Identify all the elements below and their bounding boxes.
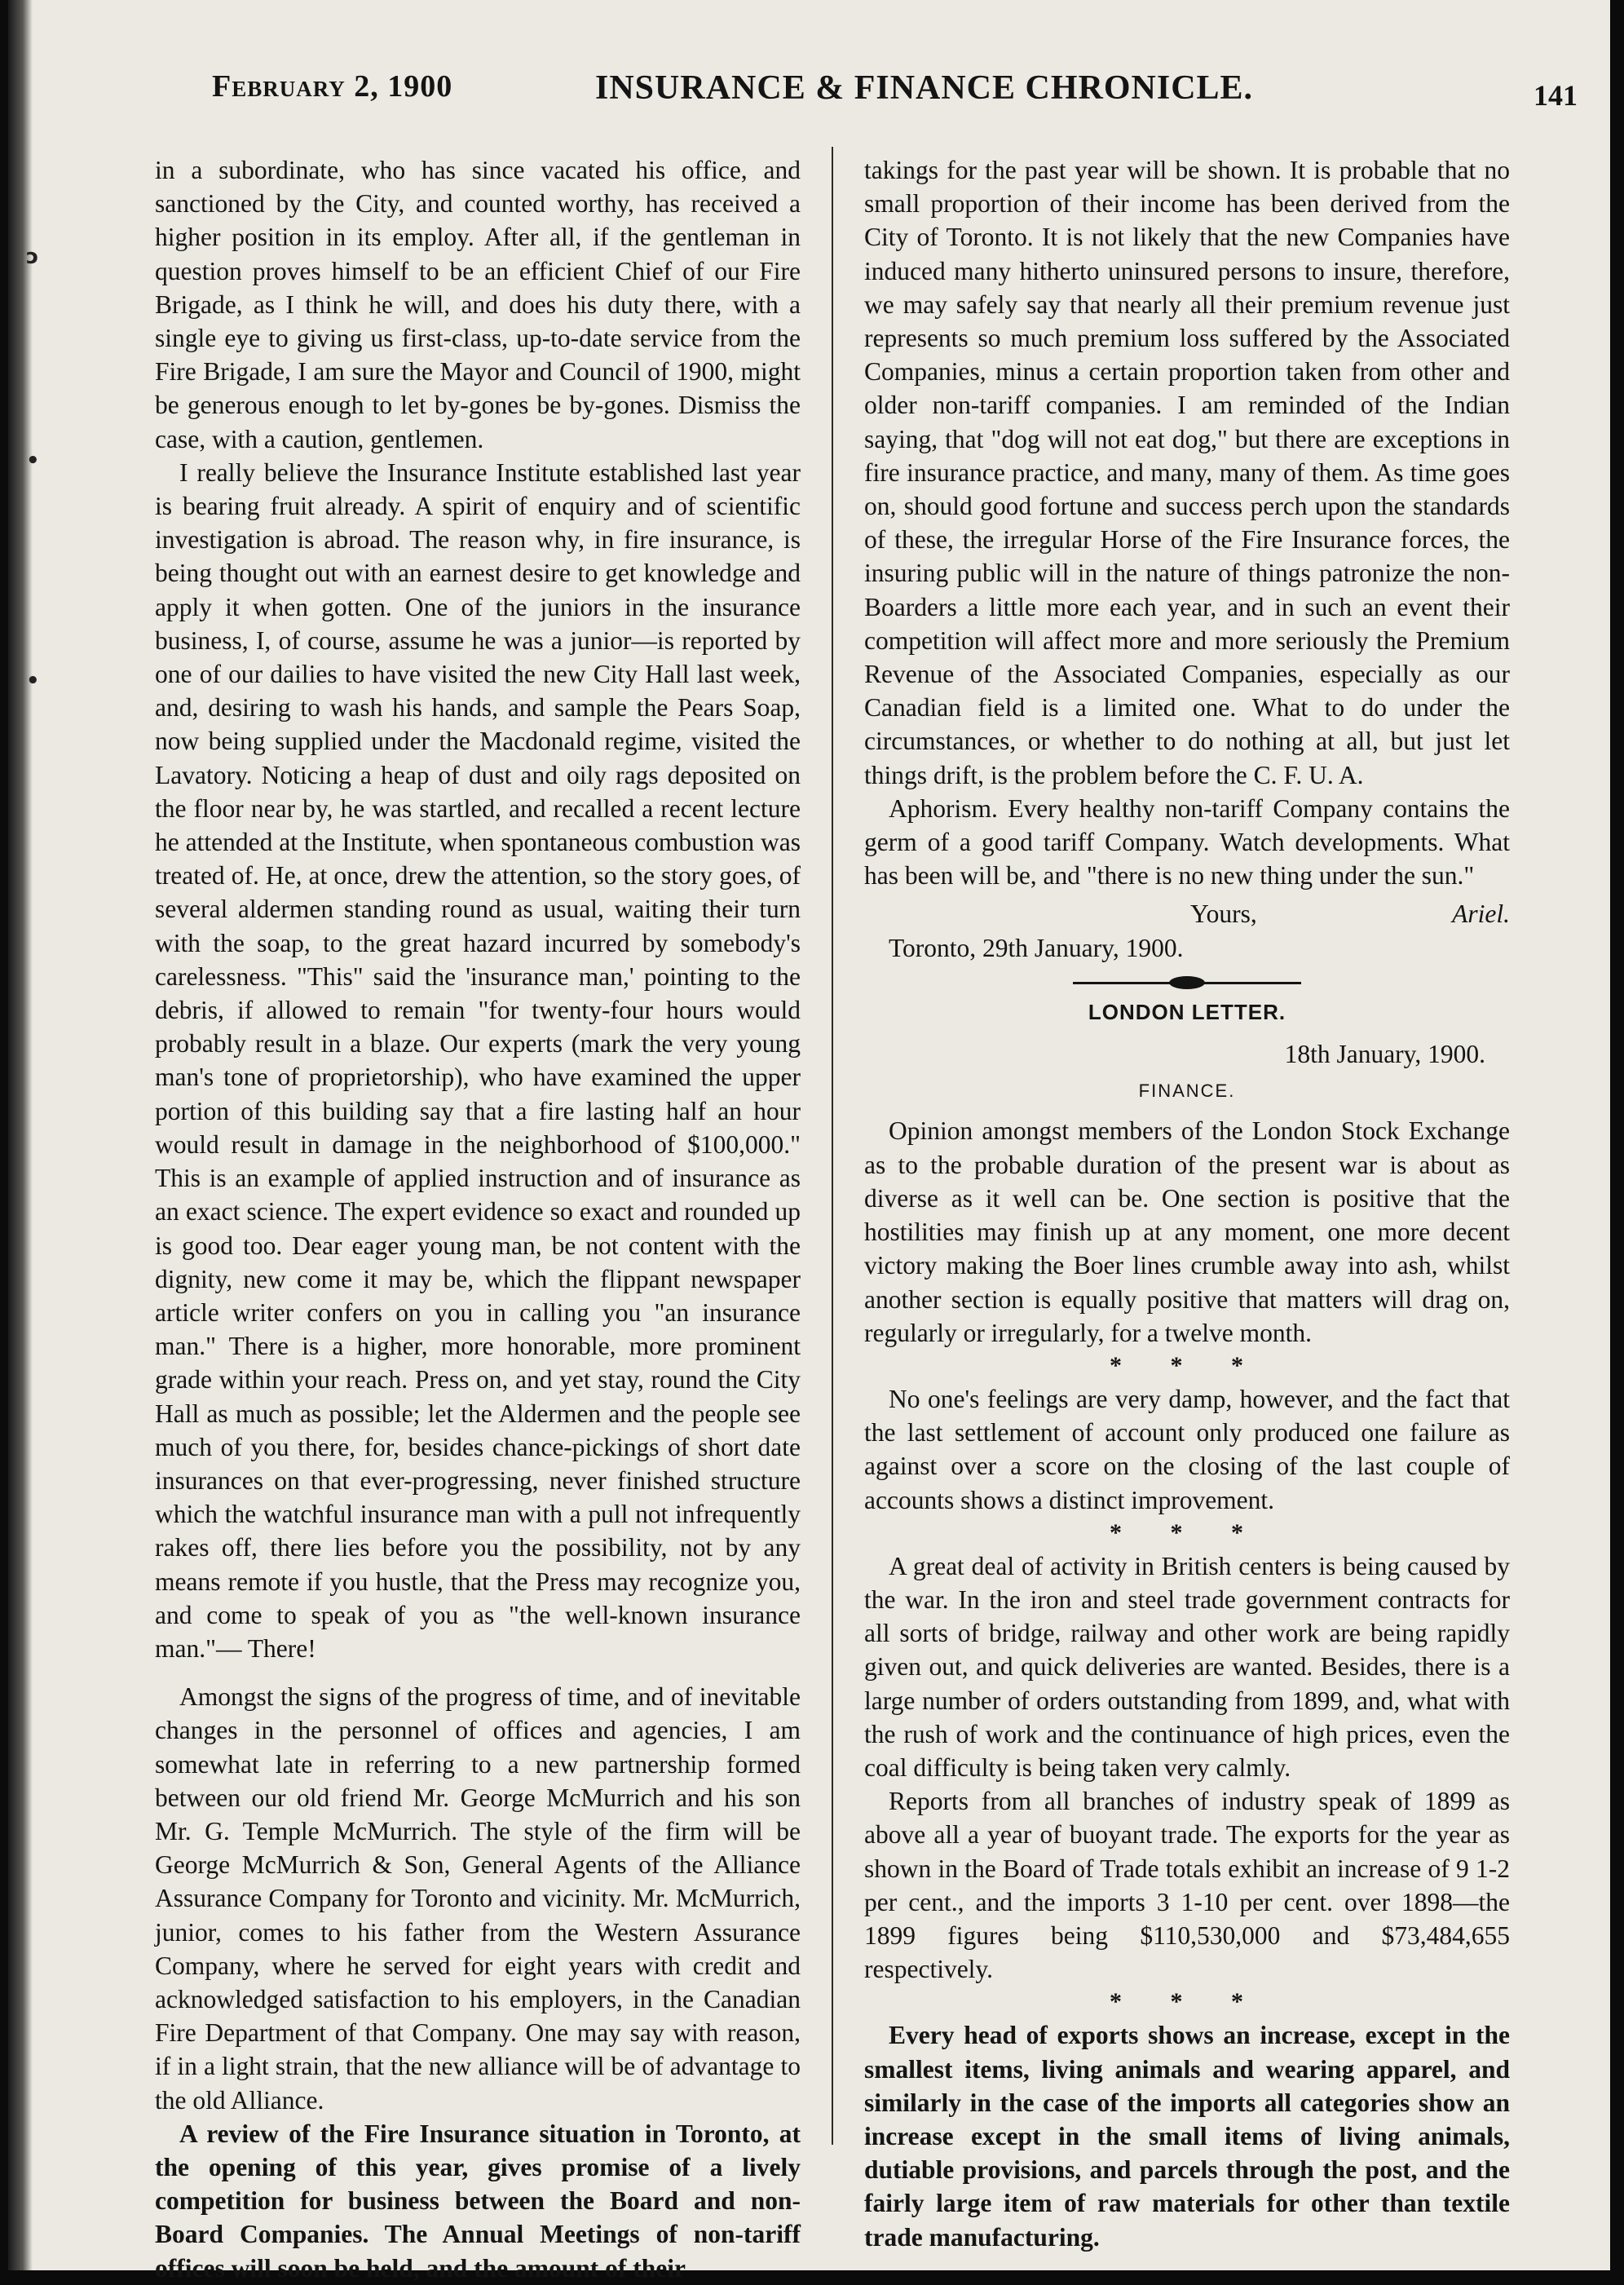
publication-title: INSURANCE & FINANCE CHRONICLE. bbox=[595, 69, 1254, 107]
closing: Yours, bbox=[1190, 899, 1257, 929]
page-header bbox=[204, 57, 1578, 114]
separator-stars: * * * bbox=[1110, 1351, 1264, 1379]
left-column bbox=[155, 153, 801, 2285]
column-divider bbox=[832, 147, 833, 2145]
margin-mark: • bbox=[26, 669, 40, 693]
paragraph: Every head of exports shows an increase, except in the smallest items, living animals and wearing apparel, and similarly in the case of the imports all categories show an increase except in the small items of living animals, dutiable provisions, and parcels through the post, and the fairly large item of raw materials for other than textile trade manufacturing. bbox=[864, 2021, 1510, 2252]
paragraph: in a subordinate, who has since vacated his office, and sanctioned by the City, and counted worthy, has received a higher position in its employ. After all, if the gentleman in question proves himself to be an efficient Chief of our Fire Brigade, as I think he will, and does his duty there, with a single eye to giving us first-class, up-to-date service from the Fire Brigade, I am sure the Mayor and Council of 1900, might be generous enough to let by-gones be by-gones. Dismiss the case, with a caution, gentlemen. bbox=[155, 156, 801, 453]
letter-date: 18th January, 1900. bbox=[1284, 1040, 1485, 1069]
newspaper-page bbox=[8, 0, 1610, 2283]
separator-stars: * * * bbox=[1110, 1518, 1264, 1546]
margin-mark: ↄ bbox=[26, 245, 39, 269]
subhead: FINANCE. bbox=[1138, 1081, 1236, 1102]
header-date: February 2, 1900 bbox=[212, 69, 453, 104]
paragraph: A great deal of activity in British centers is being caused by the war. In the iron and steel trade government contracts for all sorts of bridge, railway and other work are being rapidly given out, and quick deliveries are wanted. Besides, there is a large number of orders outstanding from 1899, and, what with the rush of work and the continuance of high prices, even the coal difficulty is being taken very calmly. bbox=[864, 1551, 1510, 1782]
paragraph: A review of the Fire Insurance situation in Toronto, at the opening of this year, gives promise of a lively competition for business between the Board and non-Board Companies. The Annual Meetings of non-tariff offices will soon be held, and the amount of their bbox=[155, 2119, 801, 2283]
section-title: LONDON LETTER. bbox=[1088, 999, 1286, 1024]
paragraph: I really believe the Insurance Institute established last year is bearing fruit already. A spirit of enquiry and of scientific investigation is abroad. The reason why, in fire insurance, is being thought out with an earnest desire to get knowledge and apply it when gotten. One of the juniors in the insurance business, I, of course, assume he was a junior—is reported by one of our dailies to have visited the new City Hall last week, and, desiring to wash his hands, and sample the Pears Soap, now being supplied under the Macdonald regime, visited the Lavatory. Noticing a heap of dust and oily rags deposited on the floor near by, he was startled, and recalled a recent lecture he attended at the Institute, when spontaneous combustion was treated of. He, at once, drew the attention, so the story goes, of several aldermen standing round as usual, waiting their turn with the soap, to the great hazard incurred by somebody's carelessness. "This" said the 'insurance man,' pointing to the debris, if allowed to remain "for twenty-four hours would probably result in a blaze. Our experts (mark the very young man's tone of proprietorship), who have examined the upper portion of this building say that a fire lasting half an hour would result in damage in the neighborhood of $100,000." This is an example of applied instruction and of insurance as an exact science. The expert evidence so exact and rounded up is good too. Dear eager young man, be not content with the dignity, new come it may be, which the flippant newspaper article writer confers on you in calling you "an insurance man." There is a higher, more honorable, more prominent grade within your reach. Press on, and yet stay, round the City Hall as much as possible; let the Aldermen and the people see much of you there, for, besides chance-pickings of short date insurances on that ever-progressing, never finished structure which the watchful insurance man with a pull not infrequently rakes off, there lies before you the possibility, not by any means remote if you hustle, that the Press may recognize you, and come to speak of you as "the well-known insurance man."— There! bbox=[155, 457, 801, 1663]
paragraph: No one's feelings are very damp, however, and the fact that the last settlement of account only produced one failure as against over a score on the closing of the last couple of accounts shows a distinct improvement. bbox=[864, 1384, 1510, 1514]
binding-shadow bbox=[8, 0, 33, 2270]
margin-mark: • bbox=[26, 449, 40, 473]
paragraph: Opinion amongst members of the London Stock Exchange as to the probable duration of the present war is about as diverse as it well can be. One section is positive that the hostilities may finish up at any moment, one more decent victory making the Boer lines crumble away into ash, whilst another section is equally positive that matters will drag on, regularly or irregularly, for a twelve month. bbox=[864, 1116, 1510, 1347]
section-ornament bbox=[1073, 976, 1301, 989]
right-column bbox=[864, 153, 1510, 2254]
paragraph: Reports from all branches of industry speak of 1899 as above all a year of buoyant trade. The exports for the year as shown in the Board of Trade totals exhibit an increase of 9 1-2 per cent., and the imports 3 1-10 per cent. over 1898—the 1899 figures being $110,530,000 and $73,484,655 respectively. bbox=[864, 1787, 1510, 1984]
paragraph: Amongst the signs of the progress of time, and of inevitable changes in the personnel of offices and agencies, I am somewhat late in referring to a new partnership formed between our old friend Mr. George McMurrich and his son Mr. G. Temple McMurrich. The style of the firm will be George McMurrich & Son, General Agents of the Alliance Assurance Company for Toronto and vicinity. Mr. McMurrich, junior, comes to his father from the Western Assurance Company, where he served for eight years with credit and acknowledged satisfaction to his employers, in the Canadian Fire Department of that Company. One may say with reason, if in a light strain, that the new alliance will be of advantage to the old Alliance. bbox=[155, 1682, 801, 2115]
separator-stars: * * * bbox=[1110, 1988, 1264, 2016]
page-number: 141 bbox=[1534, 79, 1578, 112]
signature: Ariel. bbox=[1452, 899, 1510, 929]
letter-signoff bbox=[864, 897, 1510, 930]
paragraph: Aphorism. Every healthy non-tariff Company contains the germ of a good tariff Company. Watch developments. What has been will be, and "there is no new thing under the sun." bbox=[864, 793, 1510, 891]
place-date: Toronto, 29th January, 1900. bbox=[889, 933, 1184, 962]
paragraph: takings for the past year will be shown. It is probable that no small proportion of their income has been derived from the City of Toronto. It is not likely that the new Companies have induced many hitherto uninsured persons to insure, therefore, we may safely say that nearly all their premium revenue just represents so much premium loss suffered by the Associated Companies, minus a certain proportion taken from other and older non-tariff companies. I am reminded of the Indian saying, that "dog will not eat dog," but there are exceptions in fire insurance practice, and many, many of them. As time goes on, should good fortune and success perch upon the standards of these, the irregular Horse of the Fire Insurance forces, the insuring public will in the nature of things patronize the non-Boarders a little more each year, and in such an event their competition will affect more and more seriously the Premium Revenue of the Associated Companies, especially as our Canadian field is a limited one. What to do under the circumstances, or whether to do nothing at all, but just let things drift, is the problem before the C. F. U. A. bbox=[864, 156, 1510, 789]
